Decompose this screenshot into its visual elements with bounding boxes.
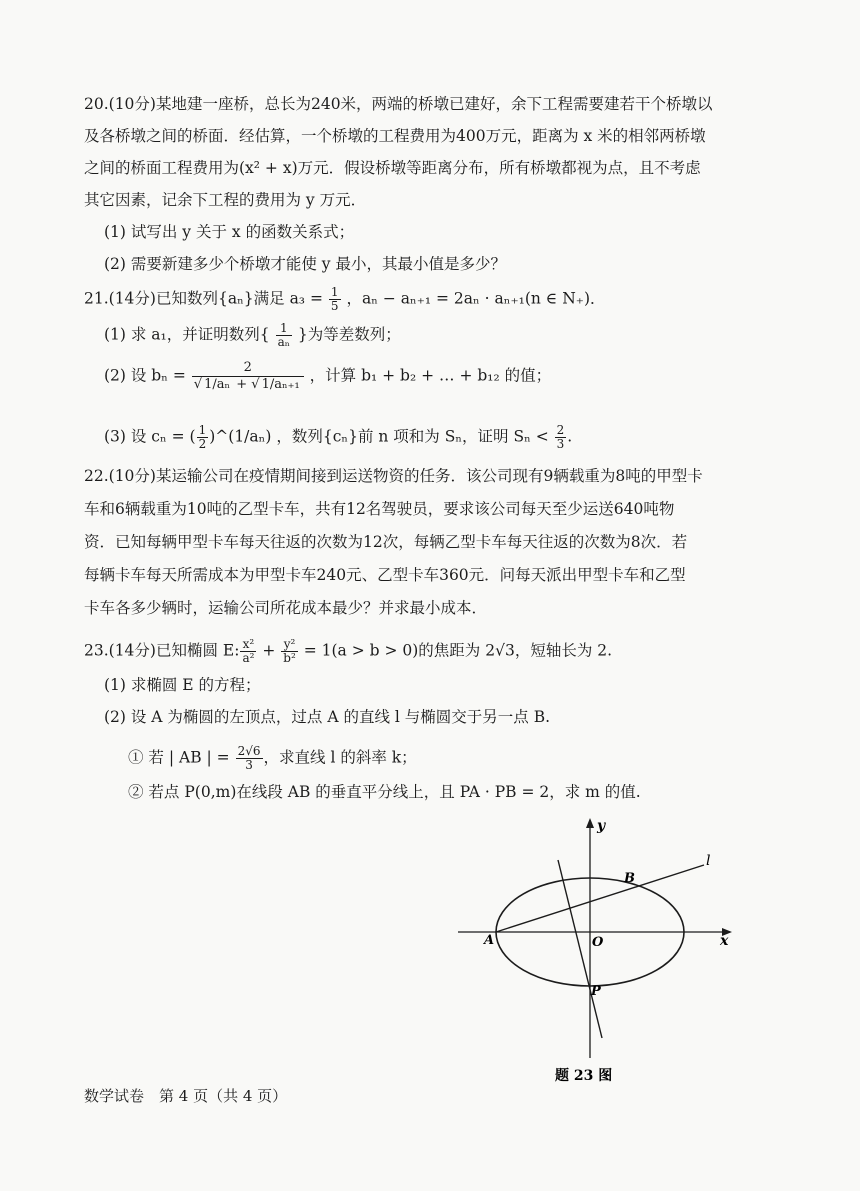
frac-den: 2: [198, 437, 207, 451]
q22-line-4: 每辆卡车每天所需成本为甲型卡车240元、乙型卡车360元．问每天派出甲型卡车和乙型: [84, 566, 686, 584]
frac-den: 5: [330, 299, 339, 313]
q23-header-b: = 1(a > b > 0)的焦距为 2√3，短轴长为 2.: [303, 641, 613, 660]
q23-s1-b: ，求直线 l 的斜率 k；: [263, 748, 417, 767]
frac-num: 2: [556, 423, 565, 437]
q21-part-1: [104, 322, 401, 349]
q22-line-2: 车和6辆载重为10吨的乙型卡车，共有12名驾驶员，要求该公司每天至少运送640吨物: [84, 500, 675, 518]
label-p: P: [591, 984, 601, 999]
q21-p3-end: .: [567, 427, 573, 446]
frac-den: √ 1/aₙ + √ 1/aₙ₊₁: [193, 377, 300, 392]
q23-part-1: (1) 求椭圆 E 的方程；: [104, 676, 261, 694]
frac-num: 2√6: [237, 744, 261, 758]
q22-line-1: 22.(10分)某运输公司在疫情期间接到运送物资的任务．该公司现有9辆载重为8吨的甲型卡: [84, 467, 703, 485]
label-l: l: [706, 853, 711, 869]
q20-part-2: (2) 需要新建多少个桥墩才能使 y 最小，其最小值是多少？: [104, 255, 506, 273]
q23-header-a: 23.(14分)已知椭圆 E:: [84, 641, 240, 660]
q22-line-5: 卡车各多少辆时，运输公司所花成本最少？并求最小成本．: [84, 599, 488, 617]
q21-p3-fraction: [555, 424, 567, 451]
frac-den: aₙ: [277, 335, 290, 349]
q21-header-a: 21.(14分)已知数列{aₙ}满足 a₃ =: [84, 289, 323, 308]
q21-p3-half: [197, 424, 209, 451]
q21-p2-a: (2) 设 bₙ =: [104, 366, 186, 385]
q21-p1-b: }为等差数列；: [297, 325, 401, 344]
plus-sign: +: [262, 641, 276, 660]
frac-num: 1: [276, 322, 292, 336]
q20-part-1: (1) 试写出 y 关于 x 的函数关系式；: [104, 223, 355, 241]
q23-header: [84, 638, 612, 665]
frac-den: 3: [556, 437, 565, 451]
label-y: y: [597, 818, 606, 834]
q23-part-2: (2) 设 A 为椭圆的左顶点，过点 A 的直线 l 与椭圆交于另一点 B.: [104, 708, 551, 726]
ellipse-figure: [440, 810, 770, 1090]
q22-line-3: 资．已知每辆甲型卡车每天往返的次数为12次，每辆乙型卡车每天往返的次数为8次．若: [84, 533, 688, 551]
q21-p1-a: (1) 求 a₁，并证明数列{: [104, 325, 270, 344]
frac-den: 3: [245, 758, 253, 772]
frac-num: x²: [240, 638, 256, 652]
q21-p1-fraction: [276, 322, 292, 349]
frac-num: 1: [330, 285, 339, 299]
sqrt-term-1: 1/aₙ: [204, 377, 231, 392]
q21-header: [84, 286, 606, 313]
frac-num: 1: [198, 423, 207, 437]
q23-fraction-y: [281, 638, 298, 665]
q20-line-3: 之间的桥面工程费用为(x² + x)万元．假设桥墩等距离分布，所有桥墩都视为点，且不考虑: [84, 159, 701, 177]
q21-p3-b: ，数列{cₙ}前 n 项和为 Sₙ，证明 Sₙ <: [276, 427, 549, 446]
q21-p3-exp: )^(1/aₙ): [209, 427, 272, 446]
frac-den: b²: [283, 651, 296, 665]
q23-s1-a: ① 若 | AB | =: [128, 748, 230, 767]
label-b: B: [624, 871, 635, 886]
q21-part-3: [104, 424, 572, 451]
q21-p2-b: ，计算 b₁ + b₂ + … + b₁₂ 的值；: [309, 366, 552, 385]
frac-den: a²: [242, 651, 255, 665]
sqrt-term-2: 1/aₙ₊₁: [261, 377, 300, 392]
figure-caption: 题 23 图: [555, 1068, 613, 1084]
plus-sign: +: [236, 377, 248, 392]
q23-fraction-x: [240, 638, 256, 665]
line-l: [496, 865, 704, 932]
q20-line-1: 20.(10分)某地建一座桥，总长为240米，两端的桥墩已建好，余下工程需要建若干个桥墩以: [84, 95, 713, 113]
page-footer: 数学试卷 第 4 页（共 4 页）: [84, 1087, 288, 1105]
y-axis-arrow: [586, 818, 594, 828]
q23-sub-1: [128, 745, 417, 772]
label-x: x: [720, 933, 729, 949]
q20-line-4: 其它因素，记余下工程的费用为 y 万元．: [84, 191, 367, 209]
label-a: A: [484, 933, 495, 948]
q23-s1-fraction: [236, 745, 263, 772]
label-o: O: [592, 935, 604, 950]
q20-line-2: 及各桥墩之间的桥面．经估算，一个桥墩的工程费用为400万元，距离为 x 米的相邻两桥墩: [84, 127, 706, 145]
q21-part-2: [104, 360, 551, 393]
q21-header-fraction: [329, 286, 341, 313]
frac-num: 2: [192, 360, 304, 377]
q21-p3-a: (3) 设 cₙ = (: [104, 427, 196, 446]
q21-header-b: ，aₙ − aₙ₊₁ = 2aₙ · aₙ₊₁(n ∈ N₊)．: [346, 289, 606, 308]
q23-sub-2: ② 若点 P(0,m)在线段 AB 的垂直平分线上，且 PA · PB = 2，求 m 的值.: [128, 783, 641, 801]
frac-num: y²: [281, 638, 298, 652]
q21-p2-fraction: [192, 360, 304, 393]
